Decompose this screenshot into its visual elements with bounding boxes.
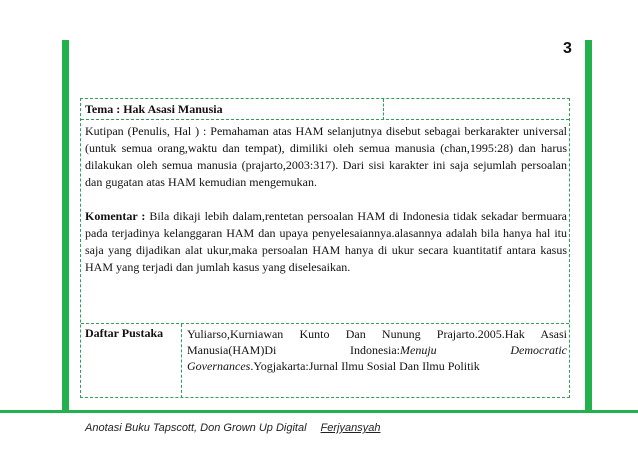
title-row bbox=[81, 99, 569, 120]
reference-part2: .Yogjakarta:Jurnal Ilmu Sosial Dan Ilmu Politik bbox=[250, 359, 480, 373]
annotation-card bbox=[80, 98, 570, 398]
page-number: 3 bbox=[563, 40, 572, 57]
footer bbox=[85, 422, 380, 434]
reference-text bbox=[187, 326, 567, 374]
comment-text: Bila dikaji lebih dalam,rentetan persoalan HAM di Indonesia tidak sekadar bermuara pada terjadinya kelanggaran HAM dan upaya penyelesaiannya.alasannya adalah bila hanya hal itu saja yang dijadikan alat ukur,maka persoalan HAM hanya di ukur secara kuantitatif antara kasus HAM yang terjadi dan jumlah kasus yang diselesaikan. bbox=[85, 209, 568, 274]
reference-divider bbox=[181, 324, 182, 398]
theme-title: Tema : Hak Asasi Manusia bbox=[85, 102, 223, 116]
reference-label: Daftar Pustaka bbox=[85, 326, 164, 340]
left-green-bar bbox=[62, 40, 69, 410]
footer-title: Anotasi Buku Tapscott, Don Grown Up Digital bbox=[85, 422, 307, 434]
reference-italic: Menuju Democratic Governances bbox=[187, 343, 567, 373]
annotation-content bbox=[85, 123, 567, 276]
bottom-green-line bbox=[0, 410, 638, 413]
footer-author: Ferjyansyah bbox=[320, 422, 381, 434]
title-divider bbox=[383, 99, 384, 120]
comment-paragraph bbox=[85, 208, 567, 276]
reference-row bbox=[81, 323, 569, 399]
comment-label: Komentar : bbox=[85, 209, 146, 223]
reference-part1: Yuliarso,Kurniawan Kunto Dan Nunung Prajarto.2005.Hak Asasi Manusia(HAM)Di Indonesia: bbox=[187, 327, 567, 357]
right-green-bar bbox=[585, 40, 592, 410]
quote-paragraph: Kutipan (Penulis, Hal ) : Pemahaman atas HAM selanjutnya disebut sebagai berkarakter universal (untuk semua orang,waktu dan tempat), dimiliki oleh semua manusia (chan,1995:28) dan harus dilakukan oleh semua manusia (prajarto,2003:317). Dari sisi karakter ini saja sejumlah persoalan dan gugatan atas HAM kemudian mengemukan. bbox=[85, 124, 567, 189]
